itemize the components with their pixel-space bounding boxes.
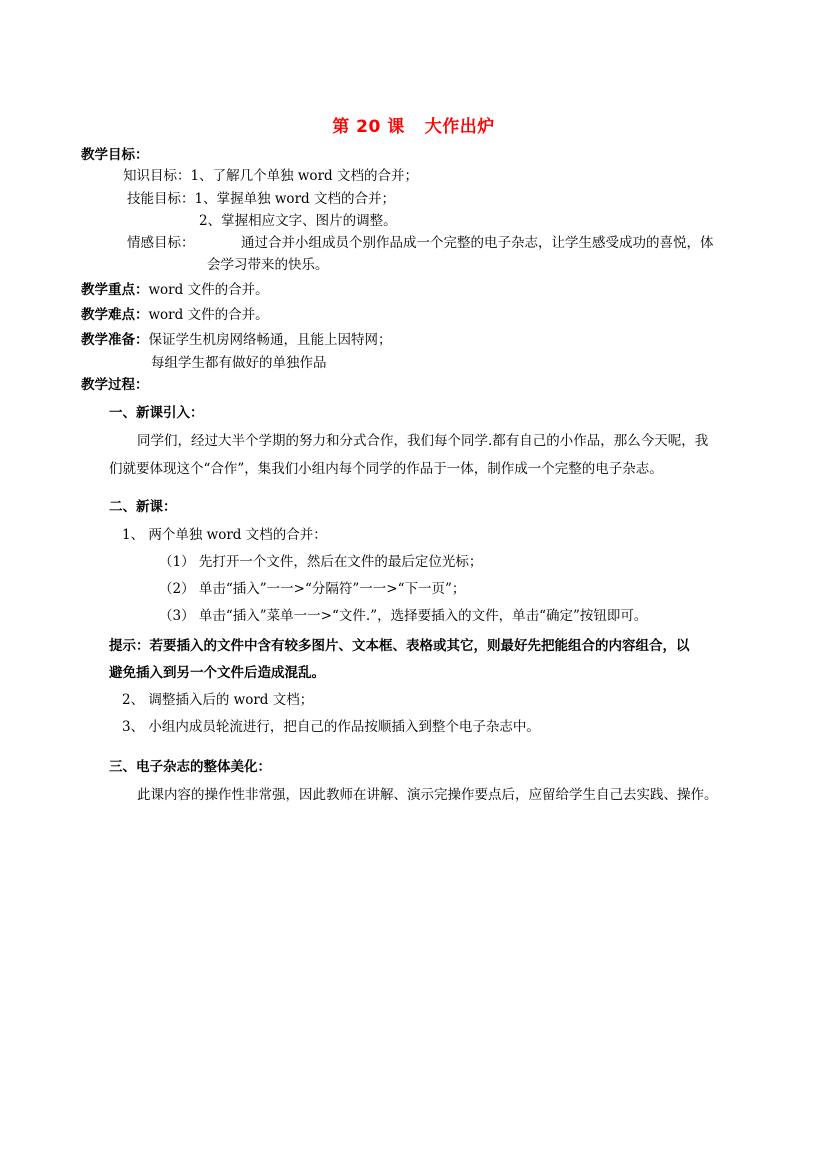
preparation-text-2: 每组学生都有做好的单独作品 — [151, 355, 327, 371]
knowledge-goal — [123, 167, 418, 185]
emotion-goal-label: 情感目标： — [127, 235, 195, 251]
section3-paragraph: 此课内容的操作性非常强，因此教师在讲解、演示完操作要点后，应留给学生自己去实践、操作。 — [137, 787, 718, 803]
item-2: 2、 调整插入后的 word 文档； — [122, 692, 314, 708]
goals-heading: 教学目标： — [81, 147, 149, 163]
section1-heading: 一、新课引入： — [109, 405, 204, 421]
difficulty-text: word 文件的合并。 — [148, 307, 269, 323]
knowledge-goal-text: 1、了解几个单独 word 文档的合并； — [190, 168, 418, 184]
section2-heading: 二、新课： — [109, 499, 177, 515]
emotion-goal-text-2: 会学习带来的快乐。 — [207, 257, 329, 273]
key-point — [81, 281, 269, 299]
emotion-goal — [127, 234, 195, 252]
key-point-text: word 文件的合并。 — [148, 282, 269, 298]
preparation — [81, 331, 392, 349]
skill-goal-text-2: 2、掌握相应文字、图片的调整。 — [199, 213, 397, 229]
skill-goal-text-1: 1、掌握单独 word 文档的合并； — [194, 191, 395, 207]
skill-goal — [127, 190, 395, 208]
tip-line-2: 避免插入到另一个文件后造成混乱。 — [109, 665, 325, 681]
difficulty-label: 教学难点： — [81, 307, 149, 323]
step-3: （3） 单击“插入”菜单一一>“文件.”，选择要插入的文件，单击“确定”按钮即可。 — [159, 608, 648, 624]
key-point-label: 教学重点： — [81, 282, 149, 298]
section1-paragraph-line-2: 们就要体现这个“合作”，集我们小组内每个同学的作品于一体，制作成一个完整的电子杂志。 — [109, 461, 663, 477]
section3-heading: 三、电子杂志的整体美化： — [109, 759, 271, 775]
section1-paragraph-line-1: 同学们，经过大半个学期的努力和分式合作，我们每个同学.都有自己的小作品，那么今天呢，我 — [137, 433, 709, 449]
lesson-number: 第 20 课 — [332, 117, 405, 137]
difficulty-point — [81, 306, 269, 324]
preparation-label: 教学准备： — [81, 332, 149, 348]
knowledge-goal-label: 知识目标： — [123, 168, 191, 184]
step-2: （2） 单击“插入”一一>“分隔符”一一>“下一页”； — [159, 581, 466, 597]
item-3: 3、 小组内成员轮流进行，把自己的作品按顺插入到整个电子杂志中。 — [122, 719, 540, 735]
lesson-name: 大作出炉 — [424, 117, 495, 137]
lesson-title — [0, 112, 827, 137]
skill-goal-label: 技能目标： — [127, 191, 195, 207]
item-1: 1、 两个单独 word 文档的合并： — [122, 527, 327, 543]
tip-line-1: 提示：若要插入的文件中含有较多图片、文本框、表格或其它，则最好先把能组合的内容组合，以 — [109, 638, 690, 654]
step-1: （1） 先打开一个文件，然后在文件的最后定位光标； — [159, 554, 483, 570]
emotion-goal-text-1: 通过合并小组成员个别作品成一个完整的电子杂志，让学生感受成功的喜悦，体 — [241, 235, 714, 251]
process-heading: 教学过程： — [81, 377, 149, 393]
preparation-text-1: 保证学生机房网络畅通，且能上因特网； — [148, 332, 392, 348]
